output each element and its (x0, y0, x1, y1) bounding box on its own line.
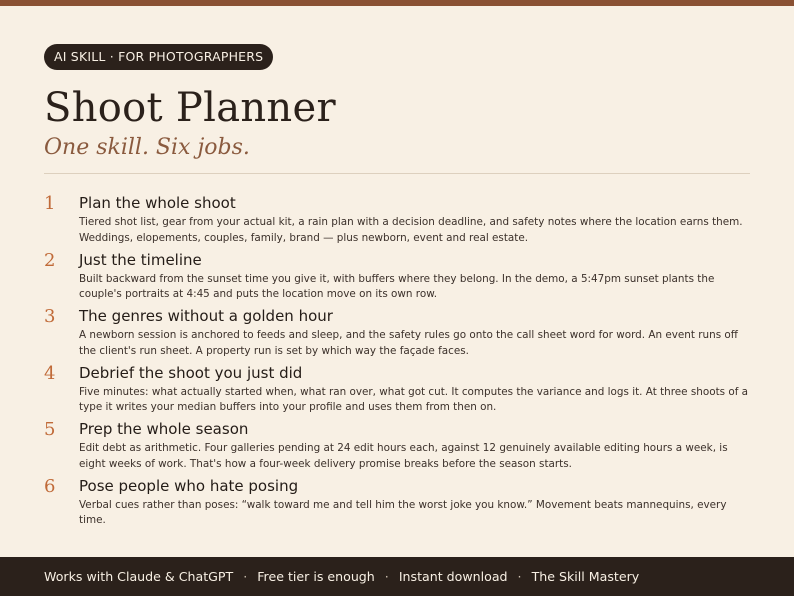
divider (44, 173, 750, 174)
feature-description: Tiered shot list, gear from your actual kit, a rain plan with a decision deadline, and safety notes where the location earns them. Weddings, elopements, couples, family, brand — plus newborn, event and real estate. (79, 216, 743, 244)
feature-item (44, 419, 756, 476)
footer-bar (0, 557, 794, 596)
feature-title: Pose people who hate posing (79, 476, 299, 495)
feature-title: Plan the whole shoot (79, 194, 236, 212)
footer-separator: · (517, 569, 522, 584)
feature-number: 5 (44, 419, 56, 440)
feature-number: 2 (44, 249, 56, 271)
feature-list (44, 193, 756, 532)
footer-item: The Skill Mastery (531, 569, 640, 584)
footer-item: Free tier is enough (257, 569, 375, 584)
feature-number: 3 (44, 306, 56, 327)
feature-title: Prep the whole season (79, 420, 249, 438)
feature-title: The genres without a golden hour (79, 307, 333, 325)
feature-title: Just the timeline (79, 250, 202, 269)
feature-description: A newborn session is anchored to feeds and sleep, and the safety rules go onto the call sheet word for word. An event runs off the client's run sheet. A property run is set by which way the façade faces. (79, 329, 738, 357)
footer-separator: · (243, 569, 248, 584)
top-accent-bar (0, 0, 794, 6)
footer-separator: · (384, 569, 389, 584)
feature-description: Five minutes: what actually started when, what ran over, what got cut. It computes the variance and logs it. At three shoots of a type it writes your median buffers into your profile and uses them from then on. (79, 385, 749, 413)
feature-item (44, 193, 756, 250)
feature-title: Debrief the shoot you just did (79, 363, 303, 382)
feature-description: Verbal cues rather than poses: “walk toward me and tell him the worst joke you know.” Movement beats mannequins, every time. (79, 498, 727, 526)
category-badge: AI SKILL · FOR PHOTOGRAPHERS (44, 44, 273, 70)
feature-item (44, 363, 756, 420)
feature-item (44, 476, 756, 533)
feature-item (44, 250, 756, 307)
page-title: Shoot Planner (44, 85, 336, 131)
feature-number: 6 (44, 475, 56, 497)
feature-number: 1 (44, 193, 56, 214)
feature-description: Edit debt as arithmetic. Four galleries pending at 24 edit hours each, against 12 genuinely available editing hours a week, is eight weeks of work. That's how a four-week delivery promise breaks before the season starts. (79, 442, 728, 470)
feature-item (44, 306, 756, 363)
page-subtitle: One skill. Six jobs. (44, 135, 250, 160)
footer-item: Instant download (398, 569, 508, 584)
feature-number: 4 (44, 362, 56, 384)
footer-item: Works with Claude & ChatGPT (44, 569, 234, 584)
feature-description: Built backward from the sunset time you give it, with buffers where they belong. In the demo, a 5:47pm sunset plants the couple's portraits at 4:45 and puts the location move on its own row. (79, 272, 715, 300)
